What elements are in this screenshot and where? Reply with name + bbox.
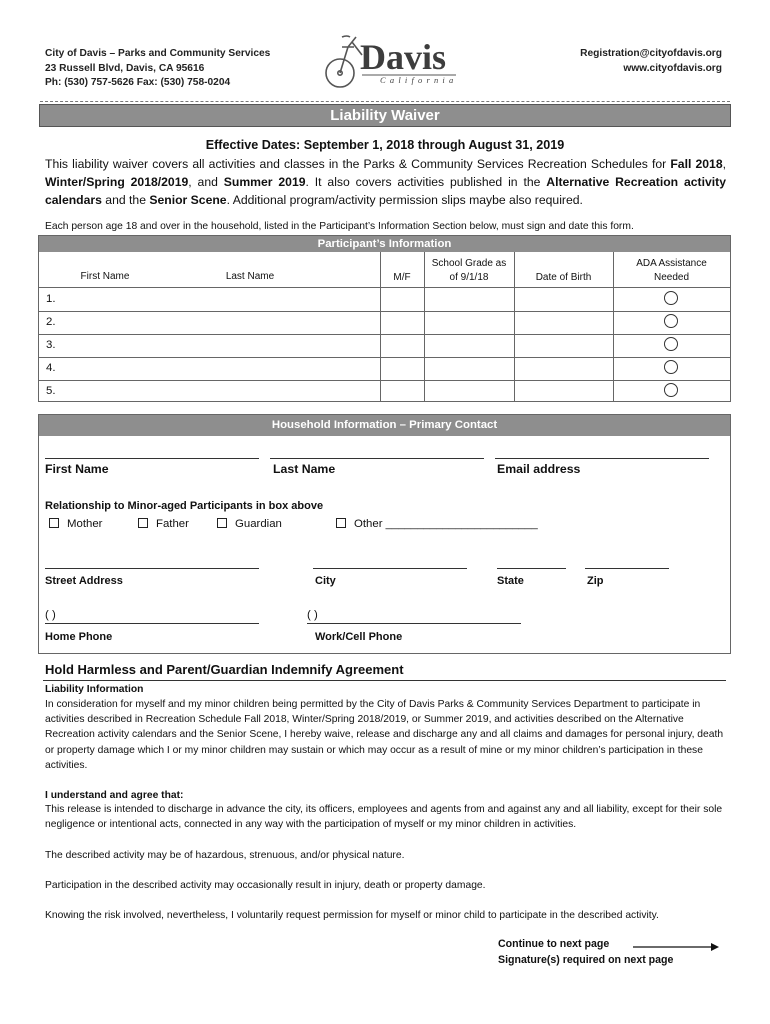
home-area-code: ( ) — [45, 609, 56, 621]
col-ada — [613, 257, 730, 284]
risk-text: Knowing the risk involved, nevertheless, I voluntarily request permission for myself or minor child to participate in the described activity. — [45, 910, 659, 921]
davis-logo — [318, 33, 463, 93]
ada-radio-2[interactable] — [664, 314, 678, 328]
org-address: 23 Russell Blvd, Davis, CA 95616 — [45, 62, 205, 74]
ada-radio-1[interactable] — [664, 291, 678, 305]
intro-senior: Senior Scene — [149, 193, 227, 208]
org-web-block — [580, 47, 722, 76]
release-text: This release is intended to discharge in advance the city, its officers, employees and agents from and against any and all liability, except for their sole negligence or intentional acts, connected in any way with the participation of myself or my minor children in activities. — [45, 804, 723, 831]
first-name-label: First Name — [45, 462, 109, 476]
participant-row-number: 3. — [46, 339, 56, 351]
liability-text: In consideration for myself and my minor children being permitted by the City of Davis Parks & Community Services Department to participate in activities described in Recreation Schedule Fall 2018, Winter/Spring 2018/2019, or Summer 2019, and activities described on the Alternative Recreation activity calendars and the Senior Scene, I hereby waive, release and discharge any and all claims and damages for personal injury, death or property damage which I or my minor children may sustain or which may occur as a result of mine or my minor children’s participation in these activities. — [45, 699, 724, 771]
participant-row-number: 1. — [46, 293, 56, 305]
last-name-label: Last Name — [273, 462, 336, 476]
other-label: Other ________________________ — [354, 518, 538, 530]
intro-sep-2: , and — [188, 175, 224, 190]
father-label: Father — [156, 518, 189, 530]
other-checkbox[interactable] — [336, 518, 538, 530]
ada-radio-5[interactable] — [664, 383, 678, 397]
state-label: State — [497, 575, 524, 587]
relationship-label: Relationship to Minor-aged Participants in box above — [45, 500, 324, 512]
father-checkbox[interactable] — [138, 518, 189, 530]
state-field[interactable] — [497, 568, 566, 569]
work-phone-label: Work/Cell Phone — [315, 631, 403, 643]
registration-email: Registration@cityofdavis.org — [580, 48, 722, 59]
website: www.cityofdavis.org — [623, 62, 722, 74]
checkbox-icon — [336, 518, 346, 528]
effective-dates: Effective Dates: September 1, 2018 through August 31, 2019 — [205, 138, 565, 152]
first-name-field[interactable] — [45, 458, 259, 459]
col-first-name: First Name — [80, 271, 130, 282]
col-last-name: Last Name — [225, 271, 275, 282]
arrow-right-icon — [633, 943, 719, 951]
logo-word: Davis — [360, 37, 447, 77]
intro-winter: Winter/Spring 2018/2019 — [45, 175, 189, 190]
continue-note — [498, 936, 673, 968]
email-label: Email address — [497, 462, 581, 476]
participant-row-number: 5. — [46, 385, 56, 397]
mother-label: Mother — [67, 518, 103, 530]
city-field[interactable] — [313, 568, 467, 569]
col-grade-line1: School Grade as — [431, 258, 507, 269]
col-dob: Date of Birth — [535, 272, 592, 283]
checkbox-icon — [49, 518, 59, 528]
city-label: City — [315, 575, 336, 587]
agreement-divider — [43, 680, 726, 681]
logo-subtitle: California — [380, 75, 458, 85]
mother-checkbox[interactable] — [49, 518, 102, 530]
participant-row-number: 2. — [46, 316, 56, 328]
street-label: Street Address — [45, 575, 123, 587]
ada-radio-3[interactable] — [664, 337, 678, 351]
intro-sep-3: and the — [101, 193, 150, 208]
liability-title: Liability Information — [45, 684, 144, 695]
zip-label: Zip — [587, 575, 604, 587]
signature-note: Signature(s) required on next page — [498, 954, 674, 966]
checkbox-icon — [138, 518, 148, 528]
participant-row-number: 4. — [46, 362, 56, 374]
understand-title: I understand and agree that: — [45, 790, 184, 801]
work-area-code: ( ) — [307, 609, 318, 621]
intro-sep-1: , — [722, 157, 726, 171]
col-school-grade — [424, 257, 514, 284]
col-ada-line1: ADA Assistance — [636, 258, 707, 269]
col-mf: M/F — [393, 272, 411, 283]
continue-text: Continue to next page — [498, 938, 610, 950]
agreement-heading: Hold Harmless and Parent/Guardian Indemnify Agreement — [45, 662, 404, 677]
col-grade-line2: of 9/1/18 — [449, 271, 489, 283]
row-divider — [39, 287, 730, 288]
col-ada-line2: Needed — [653, 271, 690, 283]
org-phone-fax: Ph: (530) 757-5626 Fax: (530) 758-0204 — [45, 77, 231, 89]
signature-instruction: Each person age 18 and over in the household, listed in the Participant’s Information Section below, must sign and date this form. — [45, 221, 634, 232]
page-title: Liability Waiver — [39, 104, 731, 127]
checkbox-icon — [217, 518, 227, 528]
intro-paragraph — [45, 155, 726, 210]
intro-text-3: . Additional program/activity permission slips maybe also required. — [226, 193, 583, 208]
header-divider — [40, 101, 730, 102]
injury-text: Participation in the described activity may occasionally result in injury, death or property damage. — [45, 880, 486, 891]
home-phone-field[interactable] — [45, 623, 259, 624]
household-heading: Household Information – Primary Contact — [39, 415, 730, 436]
row-divider — [39, 380, 730, 381]
household-section — [38, 414, 731, 654]
row-divider — [39, 357, 730, 358]
guardian-checkbox[interactable] — [217, 518, 282, 530]
intro-summer: Summer 2019 — [223, 175, 306, 190]
email-field[interactable] — [495, 458, 709, 459]
intro-text-2: . It also covers activities published in the — [305, 175, 547, 190]
org-contact-block — [45, 47, 270, 91]
hazard-text: The described activity may be of hazardous, strenuous, and/or physical nature. — [45, 850, 405, 861]
intro-fall: Fall 2018 — [670, 157, 723, 171]
intro-text-1: This liability waiver covers all activities and classes in the Parks & Community Services Recreation Schedules for — [45, 157, 671, 171]
ada-radio-4[interactable] — [664, 360, 678, 374]
work-phone-field[interactable] — [307, 623, 521, 624]
row-divider — [39, 311, 730, 312]
intro-alt: Alternative Recreation activity calendars — [45, 175, 726, 208]
row-divider — [39, 334, 730, 335]
street-field[interactable] — [45, 568, 259, 569]
org-name: City of Davis – Parks and Community Services — [45, 48, 271, 59]
zip-field[interactable] — [585, 568, 669, 569]
guardian-label: Guardian — [235, 518, 282, 530]
last-name-field[interactable] — [270, 458, 484, 459]
participants-heading: Participant’s Information — [39, 236, 730, 252]
home-phone-label: Home Phone — [45, 631, 113, 643]
